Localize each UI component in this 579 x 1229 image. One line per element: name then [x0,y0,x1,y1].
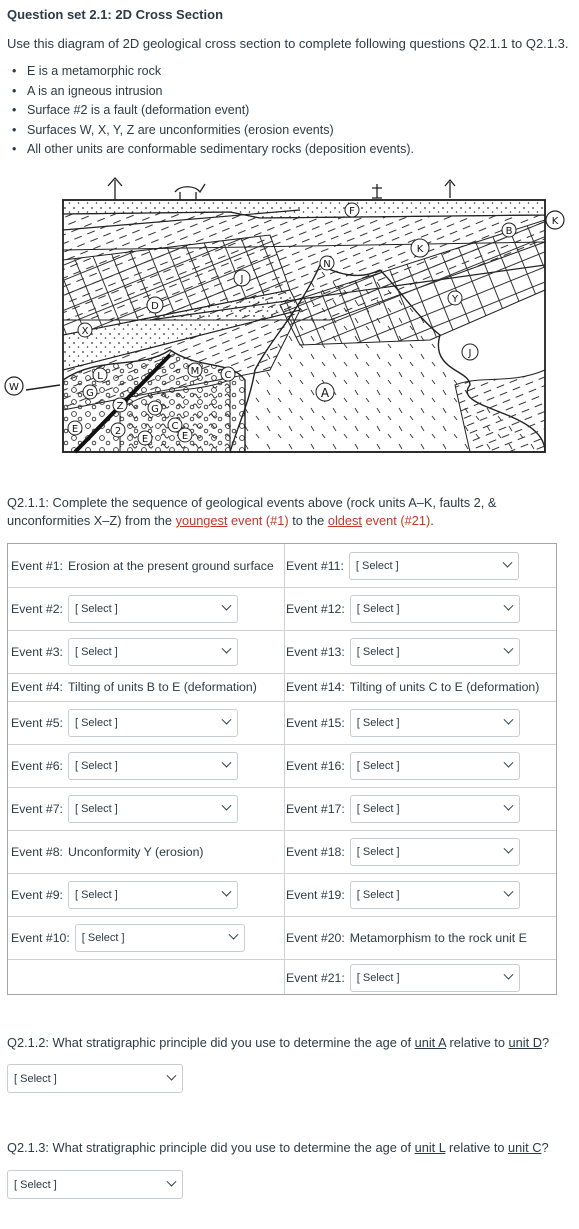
event-ref: event (#21) [361,513,431,528]
event-number: Event #19: [286,887,345,902]
event-cell-3 [11,630,238,673]
event-select-15[interactable] [350,709,520,737]
chevron-down-icon [222,801,232,811]
bullet-item: • Surface #2 is a fault (deformation event) [12,101,414,121]
chevron-down-icon [503,801,513,811]
unit-ref: unit C [508,1140,542,1155]
event-number: Event #17: [286,801,345,816]
diagram-label: X [81,326,89,337]
select-placeholder: [ Select ] [14,1072,57,1085]
select-placeholder: [ Select ] [74,602,118,615]
unit-ref: unit A [414,1035,446,1050]
event-number: Event #13: [286,644,345,659]
event-select-13[interactable] [350,638,520,666]
column-divider [284,544,285,994]
event-number: Event #18: [286,844,345,859]
event-cell-8 [11,830,204,873]
event-number: Event #20: [286,930,345,945]
event-number: Event #16: [286,758,345,773]
question-q2-1-2: Q2.1.2: What stratigraphic principle did you use to determine the age of unit A relative to unit D? [7,1035,550,1050]
chevron-down-icon [503,970,513,980]
event-select-16[interactable] [350,752,520,780]
question-q2-1-3: Q2.1.3: What stratigraphic principle did you use to determine the age of unit L relative to unit C? [7,1140,549,1155]
info-bullets [12,62,414,160]
event-select-10[interactable] [75,924,245,952]
diagram-label: Z [116,401,124,412]
select-placeholder: [ Select ] [81,931,125,944]
event-select-11[interactable] [349,552,519,580]
select-placeholder: [ Select ] [74,716,118,729]
event-select-18[interactable] [350,838,520,866]
diagram-label: G [86,388,94,399]
question-id: Q2.1.1 [7,495,46,510]
event-cell-14 [286,673,539,701]
event-select-6[interactable] [68,752,238,780]
chevron-down-icon [503,887,513,897]
diagram-label: D [151,301,159,312]
event-cell-15 [286,701,520,744]
event-cell-19 [286,873,520,916]
select-placeholder: [ Select ] [356,602,400,615]
event-cell-9 [11,873,238,916]
event-cell-6 [11,744,238,787]
diagram-label: J [468,348,472,359]
cross-section-diagram [0,170,579,460]
diagram-label: E [71,424,79,435]
event-number: Event #10: [11,930,70,945]
chevron-down-icon [222,758,232,768]
chevron-down-icon [503,601,513,611]
event-description: Tilting of units C to E (deformation) [349,680,540,694]
select-placeholder: [ Select ] [356,802,400,815]
event-ref: event (#1) [227,513,289,528]
event-description: Tilting of units B to E (deformation) [67,680,257,694]
select-placeholder: [ Select ] [356,645,400,658]
diagram-label: C [171,421,179,432]
diagram-label: J [240,274,244,285]
event-select-21[interactable] [350,964,520,992]
q2-1-2-select[interactable] [7,1064,183,1093]
diagram-label: C [224,370,232,381]
diagram-label: E [181,431,189,442]
event-number: Event #7: [11,801,63,816]
event-number: Event #4: [11,680,63,694]
question-q2-1-1: Q2.1.1: Complete the sequence of geological events above (rock units A–K, faults 2, & unconformities X–Z) from the youngest event (#1) to the oldest event (#21). [7,495,497,528]
chevron-down-icon [503,715,513,725]
event-select-12[interactable] [350,595,520,623]
event-cell-2 [11,587,238,630]
event-select-9[interactable] [68,881,238,909]
event-cell-18 [286,830,520,873]
event-description: Erosion at the present ground surface [67,558,274,573]
chevron-down-icon [222,887,232,897]
diagram-label: N [323,259,331,270]
chevron-down-icon [222,601,232,611]
select-placeholder: [ Select ] [356,845,400,858]
select-placeholder: [ Select ] [74,888,118,901]
bullet-item: • All other units are conformable sedimentary rocks (deposition events). [12,140,414,160]
event-cell-21 [286,959,520,996]
event-number: Event #9: [11,887,63,902]
diagram-label: B [505,226,513,237]
event-select-2[interactable] [68,595,238,623]
chevron-down-icon [222,715,232,725]
intro-text: Use this diagram of 2D geological cross section to complete following questions Q2.1.1 to Q2.1.3. [7,36,569,51]
event-select-19[interactable] [350,881,520,909]
event-description: Metamorphism to the rock unit E [349,930,527,945]
event-number: Event #12: [286,601,345,616]
diagram-label: F [349,206,355,217]
event-number: Event #5: [11,715,63,730]
event-select-3[interactable] [68,638,238,666]
diagram-label: Y [451,294,459,305]
diagram-label: 2 [114,426,122,437]
bullet-item: • E is a metamorphic rock [12,62,414,82]
select-placeholder: [ Select ] [74,759,118,772]
bullet-item: • Surfaces W, X, Y, Z are unconformities (erosion events) [12,121,414,141]
event-cell-4 [11,673,257,701]
oldest-keyword: oldest [327,513,362,528]
event-number: Event #2: [11,601,63,616]
select-placeholder: [ Select ] [356,716,400,729]
diagram-label: A [320,386,330,400]
event-select-7[interactable] [68,795,238,823]
unit-ref: unit D [508,1035,542,1050]
select-placeholder: [ Select ] [74,802,118,815]
event-cell-5 [11,701,238,744]
diagram-label: W [9,382,19,393]
event-cell-1 [11,544,274,587]
diagram-label: M [190,366,200,377]
event-number: Event #3: [11,644,63,659]
question-text: to the [288,513,328,528]
event-cell-13 [286,630,520,673]
question-text: : Complete the sequence of geological events above (rock units A–K, faults 2, & unconformities X–Z) from the [7,495,497,528]
event-number: Event #1: [11,558,63,573]
unit-ref: unit L [414,1140,446,1155]
diagram-label: E [141,434,149,445]
chevron-down-icon [167,1071,177,1081]
event-number: Event #14: [286,680,345,694]
chevron-down-icon [503,644,513,654]
diagram-label: L [97,371,103,382]
event-number: Event #6: [11,758,63,773]
diagram-label: K [551,216,559,227]
event-cell-12 [286,587,520,630]
chevron-down-icon [503,844,513,854]
event-cell-11 [286,544,519,587]
event-description: Unconformity Y (erosion) [67,844,204,859]
chevron-down-icon [503,758,513,768]
youngest-keyword: youngest [175,513,228,528]
event-number: Event #11: [286,558,344,573]
select-placeholder: [ Select ] [356,759,400,772]
question-set-title: Question set 2.1: 2D Cross Section [7,7,224,22]
event-cell-10 [11,916,245,959]
event-number: Event #15: [286,715,345,730]
chevron-down-icon [502,558,512,568]
event-cell-7 [11,787,238,830]
event-cell-16 [286,744,520,787]
chevron-down-icon [222,644,232,654]
event-number: Event #8: [11,844,63,859]
event-select-17[interactable] [350,795,520,823]
event-cell-17 [286,787,520,830]
event-cell-20 [286,916,527,959]
diagram-label: K [416,244,424,255]
chevron-down-icon [167,1177,177,1187]
q2-1-3-select[interactable] [7,1170,183,1199]
diagram-label: G [151,404,159,415]
select-placeholder: [ Select ] [355,559,399,572]
bullet-item: • A is an igneous intrusion [12,82,414,102]
event-number: Event #21: [286,970,345,985]
select-placeholder: [ Select ] [14,1178,57,1191]
select-placeholder: [ Select ] [74,645,118,658]
event-sequence-table [7,543,557,995]
chevron-down-icon [228,930,238,940]
select-placeholder: [ Select ] [356,888,400,901]
select-placeholder: [ Select ] [356,971,400,984]
event-select-5[interactable] [68,709,238,737]
